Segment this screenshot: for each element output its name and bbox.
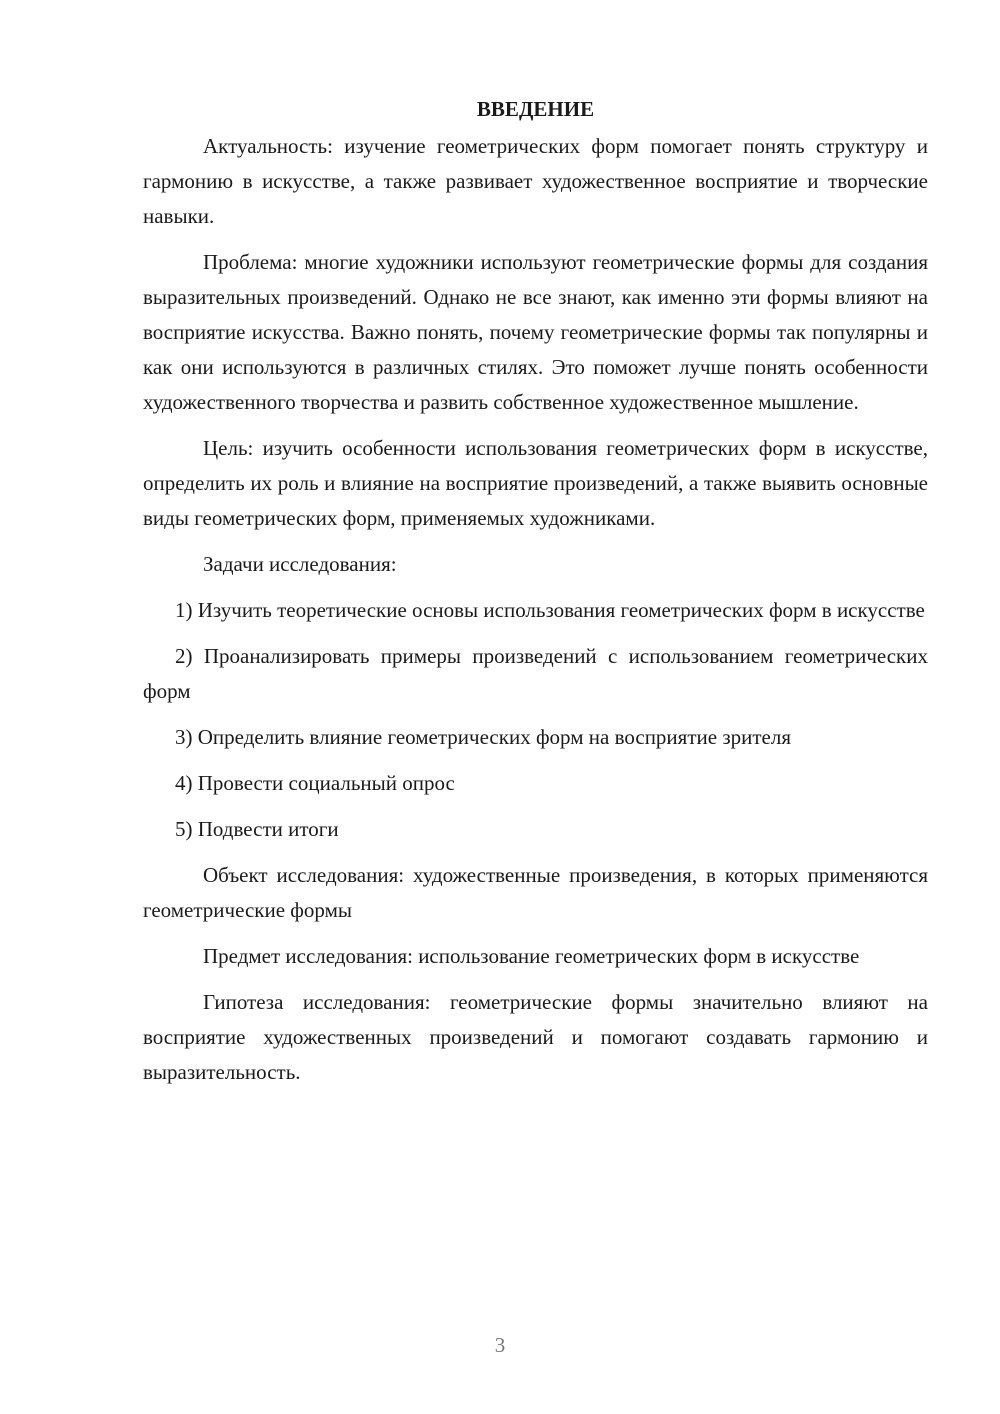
paragraph-subject: Предмет исследования: использование геометрических форм в искусстве xyxy=(203,944,860,968)
list-item: 3) Определить влияние геометрических форм на восприятие зрителя xyxy=(175,725,791,749)
tasks-heading: Задачи исследования: xyxy=(203,552,397,576)
tasks-list xyxy=(143,593,928,847)
section-heading: ВВЕДЕНИЕ xyxy=(476,97,595,121)
paragraph-relevance: Актуальность: изучение геометрических форм помогает понять структуру и гармонию в искусстве, а также развивает художественное восприятие и творческие навыки. xyxy=(143,134,928,228)
paragraph-goal: Цель: изучить особенности использования геометрических форм в искусстве, определить их роль и влияние на восприятие произведений, а также выявить основные виды геометрических форм, применяемых художниками. xyxy=(143,436,928,530)
page-number: 3 xyxy=(494,1333,506,1357)
list-item: 4) Провести социальный опрос xyxy=(175,771,455,795)
list-item: 5) Подвести итоги xyxy=(175,817,339,841)
paragraph-problem: Проблема: многие художники используют геометрические формы для создания выразительных произведений. Однако не все знают, как именно эти формы влияют на восприятие искусства. Важно понять, почему геометрические формы так популярны и как они используются в различных стилях. Это поможет лучше понять особенности художественного творчества и развить собственное художественное мышление. xyxy=(143,250,928,414)
document-page xyxy=(143,92,928,1101)
paragraph-hypothesis: Гипотеза исследования: геометрические формы значительно влияют на восприятие художественных произведений и помогают создавать гармонию и выразительность. xyxy=(143,990,928,1084)
list-item: 1) Изучить теоретические основы использования геометрических форм в искусстве xyxy=(175,598,925,622)
list-item: 2) Проанализировать примеры произведений с использованием геометрических форм xyxy=(143,644,928,703)
paragraph-object: Объект исследования: художественные произведения, в которых применяются геометрические формы xyxy=(143,863,928,922)
